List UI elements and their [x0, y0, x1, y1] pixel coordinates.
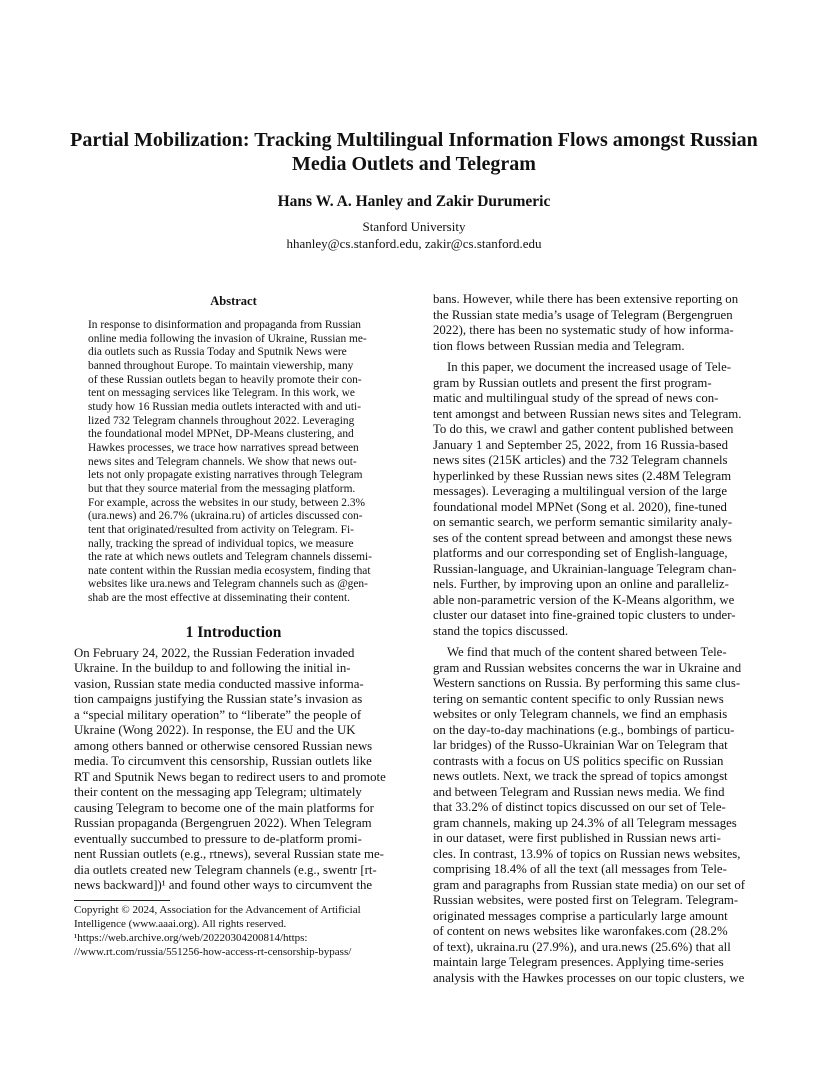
affiliation-line: Stanford University	[362, 219, 466, 234]
body-line: Russian-language, and Ukrainian-language Telegram chan-	[433, 561, 737, 576]
abstract-line: of these Russian outlets began to heavily promote their con-	[88, 373, 362, 386]
body-line: that 33.2% of distinct topics discussed on our set of Tele-	[433, 800, 726, 814]
abstract-line: banned throughout Europe. To maintain viewership, many	[88, 359, 354, 372]
footnote-line: Intelligence (www.aaai.org). All rights reserved.	[74, 917, 287, 930]
abstract-line: tent on messaging services like Telegram. In this work, we	[88, 387, 355, 400]
copyright-notice	[74, 904, 394, 931]
body-line: nels. Further, by improving upon an online and paralleliz-	[433, 577, 729, 591]
body-line: dia outlets created new Telegram channels (e.g., swentr [rt-	[74, 862, 377, 877]
body-line: Ukraine (Wong 2022). In response, the EU and the UK	[74, 723, 356, 738]
affiliation	[60, 218, 768, 252]
body-line: stand the topics discussed.	[433, 623, 569, 638]
body-line: bans. However, while there has been extensive reporting on	[433, 292, 739, 306]
paragraph	[433, 645, 756, 986]
abstract-line: online media following the invasion of Ukraine, Russian me-	[88, 332, 367, 345]
body-line: news sites (215K articles) and the 732 Telegram channels	[433, 453, 728, 467]
paper-title	[60, 128, 768, 176]
body-line: lar bridges) of the Russo-Ukrainian War on Telegram that	[433, 738, 728, 752]
body-line: on the day-to-day machinations (e.g., bombings of particu-	[433, 722, 735, 737]
body-line: hyperlinked by these Russian news sites (2.48M Telegram	[433, 468, 732, 483]
body-line: the Russian state media’s usage of Telegram (Bergengruen	[433, 307, 733, 322]
abstract-line: For example, across the websites in our study, between 2.3%	[88, 496, 366, 509]
body-line: tent amongst and between Russian news sites and Telegram.	[433, 406, 742, 421]
title-line: Partial Mobilization: Tracking Multilingual Information Flows amongst Russian	[70, 129, 758, 151]
body-line: originated messages comprise a particularly large amount	[433, 908, 728, 923]
body-line: gram and paragraphs from Russian state media) on our set of	[433, 877, 746, 892]
body-line: cluster our dataset into fine-grained topic clusters to under-	[433, 608, 736, 622]
body-line: RT and Sputnik News began to redirect users to and promote	[74, 769, 386, 784]
left-column	[74, 294, 393, 894]
body-line: matic and multilingual study of the spread of news con-	[433, 391, 719, 405]
abstract-line: nally, tracking the spread of individual topics, we measure	[88, 537, 354, 550]
introduction-text	[74, 646, 393, 894]
abstract-line: the foundational model MPNet, DP-Means clustering, and	[88, 428, 354, 441]
abstract-line: but that they source material from the messaging platform.	[88, 482, 356, 495]
body-line: In this paper, we document the increased usage of Tele-	[447, 360, 732, 374]
body-line: Ukraine. In the buildup to and following the initial in-	[74, 661, 351, 676]
abstract-line: nate content within the Russian media ecosystem, finding that	[88, 564, 371, 577]
body-line: on semantic search, we perform semantic similarity analy-	[433, 515, 733, 529]
abstract-line: websites like ura.news and Telegram channels such as @gen-	[88, 578, 368, 591]
body-line: of text), ukraina.ru (27.9%), and ura.news (25.6%) that all	[433, 939, 731, 954]
body-line: comprising 18.4% of all the text (all messages from Tele-	[433, 862, 727, 876]
body-line: in our dataset, were first published in Russian news arti-	[433, 831, 721, 845]
body-line: 2022), there has been no systematic study of how informa-	[433, 323, 734, 337]
authors: Hans W. A. Hanley and Zakir Durumeric	[277, 193, 551, 210]
body-line: their content on the messaging app Telegram; ultimately	[74, 785, 362, 800]
abstract-line: (ura.news) and 26.7% (ukraina.ru) of articles discussed con-	[88, 510, 363, 523]
footnote-line: ¹https://web.archive.org/web/20220304200814/https:	[74, 932, 308, 944]
body-line: tion flows between Russian media and Telegram.	[433, 338, 685, 353]
body-line: contrasts with a focus on US politics specific on Russian	[433, 753, 724, 768]
body-line: among others banned or otherwise censored Russian news	[74, 738, 373, 753]
section-heading-introduction: 1 Introduction	[185, 623, 282, 641]
body-line: news backward])¹ and found other ways to circumvent the	[74, 878, 373, 893]
body-line: media. To circumvent this censorship, Russian outlets like	[74, 754, 372, 769]
body-line: gram by Russian outlets and present the first program-	[433, 375, 712, 390]
body-line: gram and Russian websites concerns the war in Ukraine and	[433, 660, 742, 675]
body-line: platforms and our corresponding set of English-language,	[433, 546, 728, 560]
abstract-line: news sites and Telegram channels. We show that news out-	[88, 455, 357, 468]
body-line: websites or only Telegram channels, we find an emphasis	[433, 707, 728, 721]
paragraph	[433, 292, 756, 354]
abstract-line: shab are the most effective at disseminating their content.	[88, 592, 351, 605]
body-line: causing Telegram to become one of the main platforms for	[74, 800, 374, 815]
body-line: To do this, we crawl and gather content published between	[433, 422, 734, 436]
body-line: messages). Leveraging a multilingual version of the large	[433, 484, 728, 498]
abstract-line: dia outlets such as Russia Today and Sputnik News were	[88, 346, 347, 359]
right-column	[433, 292, 756, 986]
title-line: Media Outlets and Telegram	[292, 153, 536, 175]
body-line: Western sanctions on Russia. By performing this same clus-	[433, 676, 741, 690]
body-line: Russian websites, were posted first on Telegram. Telegram-	[433, 893, 739, 907]
body-line: eventually succumbed to pressure to de-platform promi-	[74, 831, 362, 846]
paragraph	[433, 360, 756, 639]
body-line: On February 24, 2022, the Russian Federation invaded	[74, 645, 355, 660]
abstract-line: tent that originated/resulted from activity on Telegram. Fi-	[88, 523, 354, 536]
affiliation-line: hhanley@cs.stanford.edu, zakir@cs.stanford.edu	[286, 236, 542, 251]
body-line: able non-parametric version of the K-Means algorithm, we	[433, 592, 735, 607]
body-line: of content on news websites like waronfakes.com (28.2%	[433, 924, 728, 938]
body-line: We find that much of the content shared between Tele-	[447, 645, 727, 659]
body-line: news outlets. Next, we track the spread of topics amongst	[433, 769, 728, 783]
abstract-line: lets not only propagate existing narratives through Telegram	[88, 469, 363, 482]
footnote-rule	[74, 900, 170, 901]
body-line: analysis with the Hawkes processes on our topic clusters, we	[433, 970, 745, 985]
body-line: foundational model MPNet (Song et al. 2020), fine-tuned	[433, 499, 727, 514]
body-line: cles. In contrast, 13.9% of topics on Russian news websites,	[433, 846, 741, 861]
body-line: January 1 and September 25, 2022, from 16 Russia-based	[433, 437, 728, 452]
abstract-body	[88, 319, 379, 606]
footnote-1	[74, 932, 394, 959]
body-line: nent Russian outlets (e.g., rtnews), several Russian state me-	[74, 847, 384, 862]
abstract-line: In response to disinformation and propaganda from Russian	[88, 319, 362, 331]
body-line: and between Telegram and Russian news media. We find	[433, 784, 725, 799]
body-line: ses of the content spread between and amongst these news	[433, 530, 732, 545]
abstract-line: study how 16 Russian media outlets interacted with and uti-	[88, 400, 362, 413]
footnote-line: //www.rt.com/russia/551256-how-access-rt-censorship-bypass/	[74, 945, 352, 958]
abstract-heading: Abstract	[210, 294, 257, 308]
body-line: tering on semantic content specific to only Russian news	[433, 691, 724, 706]
body-line: a “special military operation” to “liberate” the people of	[74, 707, 362, 722]
body-line: maintain large Telegram presences. Applying time-series	[433, 955, 724, 969]
body-line: gram channels, making up 24.3% of all Telegram messages	[433, 815, 737, 830]
abstract-line: lized 732 Telegram channels throughout 2022. Leveraging	[88, 414, 355, 427]
footnote-line: Copyright © 2024, Association for the Advancement of Artificial	[74, 904, 361, 916]
body-line: vasion, Russian state media conducted massive informa-	[74, 676, 364, 691]
abstract-line: the rate at which news outlets and Telegram channels dissemi-	[88, 551, 372, 564]
abstract-line: Hawkes processes, we trace how narratives spread between	[88, 441, 359, 454]
body-line: Russian propaganda (Bergengruen 2022). When Telegram	[74, 816, 372, 831]
body-line: tion campaigns justifying the Russian state’s invasion as	[74, 692, 363, 707]
